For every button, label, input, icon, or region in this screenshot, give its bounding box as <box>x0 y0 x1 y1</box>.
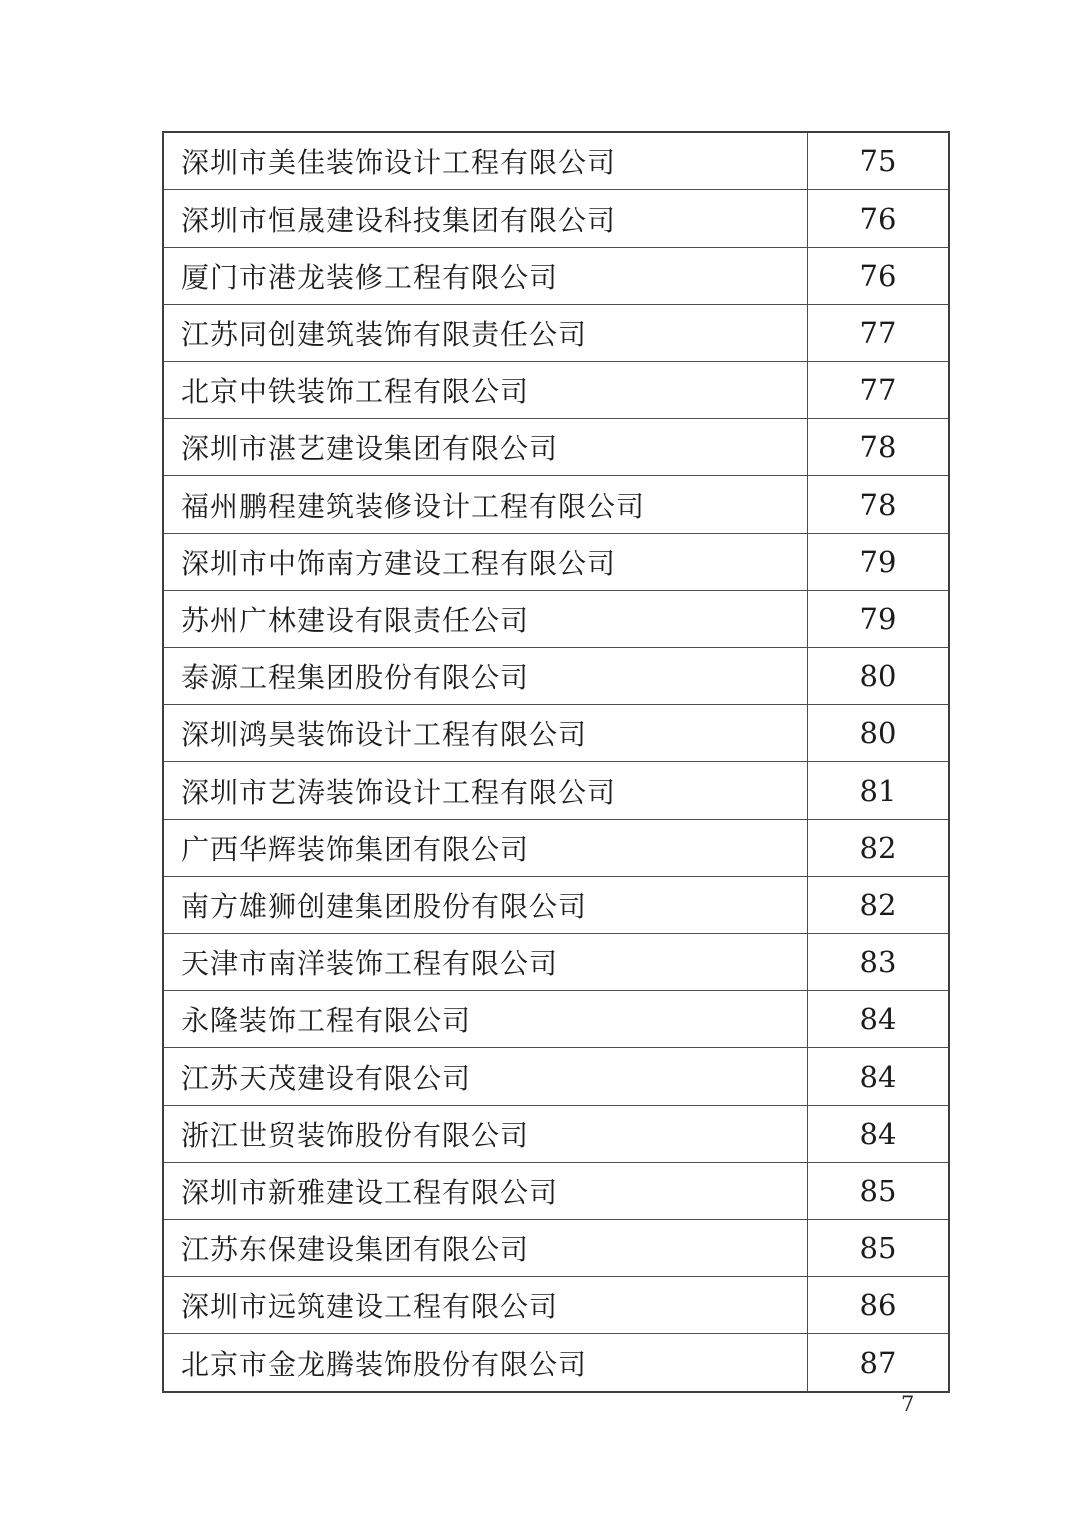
table-row <box>163 132 949 190</box>
score-cell: 77 <box>808 304 950 361</box>
table-row <box>163 1334 949 1392</box>
company-table-body <box>163 132 949 1392</box>
company-name-cell: 深圳市恒晟建设科技集团有限公司 <box>163 190 808 247</box>
score-cell: 77 <box>808 362 950 419</box>
table-row <box>163 1277 949 1334</box>
company-score-table <box>162 131 950 1393</box>
table-row <box>163 876 949 933</box>
score-cell: 85 <box>808 1220 950 1277</box>
company-name-cell: 深圳市中饰南方建设工程有限公司 <box>163 533 808 590</box>
company-name-cell: 北京中铁装饰工程有限公司 <box>163 362 808 419</box>
score-cell: 78 <box>808 476 950 533</box>
company-name-cell: 江苏东保建设集团有限公司 <box>163 1220 808 1277</box>
company-name-cell: 深圳市美佳装饰设计工程有限公司 <box>163 132 808 190</box>
page-number: 7 <box>901 1392 915 1416</box>
score-cell: 76 <box>808 247 950 304</box>
score-cell: 78 <box>808 419 950 476</box>
table-row <box>163 362 949 419</box>
score-cell: 75 <box>808 132 950 190</box>
company-name-cell: 福州鹏程建筑装修设计工程有限公司 <box>163 476 808 533</box>
table-row <box>163 648 949 705</box>
score-cell: 87 <box>808 1334 950 1392</box>
score-cell: 84 <box>808 991 950 1048</box>
company-name-cell: 深圳市远筑建设工程有限公司 <box>163 1277 808 1334</box>
company-name-cell: 厦门市港龙装修工程有限公司 <box>163 247 808 304</box>
score-cell: 83 <box>808 934 950 991</box>
company-name-cell: 江苏同创建筑装饰有限责任公司 <box>163 304 808 361</box>
table-row <box>163 762 949 819</box>
score-cell: 82 <box>808 819 950 876</box>
company-name-cell: 江苏天茂建设有限公司 <box>163 1048 808 1105</box>
score-cell: 84 <box>808 1105 950 1162</box>
company-name-cell: 南方雄狮创建集团股份有限公司 <box>163 876 808 933</box>
table-row <box>163 1105 949 1162</box>
table-row <box>163 590 949 647</box>
score-cell: 86 <box>808 1277 950 1334</box>
company-name-cell: 浙江世贸装饰股份有限公司 <box>163 1105 808 1162</box>
company-name-cell: 永隆装饰工程有限公司 <box>163 991 808 1048</box>
company-name-cell: 深圳市艺涛装饰设计工程有限公司 <box>163 762 808 819</box>
table-row <box>163 419 949 476</box>
score-cell: 79 <box>808 533 950 590</box>
company-name-cell: 深圳市新雅建设工程有限公司 <box>163 1162 808 1219</box>
company-name-cell: 北京市金龙腾装饰股份有限公司 <box>163 1334 808 1392</box>
score-cell: 76 <box>808 190 950 247</box>
score-cell: 80 <box>808 648 950 705</box>
score-cell: 81 <box>808 762 950 819</box>
company-name-cell: 苏州广林建设有限责任公司 <box>163 590 808 647</box>
table-row <box>163 1048 949 1105</box>
company-name-cell: 广西华辉装饰集团有限公司 <box>163 819 808 876</box>
table-row <box>163 705 949 762</box>
table-row <box>163 1220 949 1277</box>
score-cell: 80 <box>808 705 950 762</box>
table-row <box>163 304 949 361</box>
company-name-cell: 深圳鸿昊装饰设计工程有限公司 <box>163 705 808 762</box>
table-row <box>163 247 949 304</box>
table-row <box>163 533 949 590</box>
score-cell: 84 <box>808 1048 950 1105</box>
company-name-cell: 泰源工程集团股份有限公司 <box>163 648 808 705</box>
company-name-cell: 深圳市湛艺建设集团有限公司 <box>163 419 808 476</box>
table-row <box>163 476 949 533</box>
table-row <box>163 934 949 991</box>
table-row <box>163 991 949 1048</box>
score-cell: 85 <box>808 1162 950 1219</box>
table-row <box>163 190 949 247</box>
company-name-cell: 天津市南洋装饰工程有限公司 <box>163 934 808 991</box>
score-cell: 82 <box>808 876 950 933</box>
table-row <box>163 819 949 876</box>
score-cell: 79 <box>808 590 950 647</box>
table-row <box>163 1162 949 1219</box>
